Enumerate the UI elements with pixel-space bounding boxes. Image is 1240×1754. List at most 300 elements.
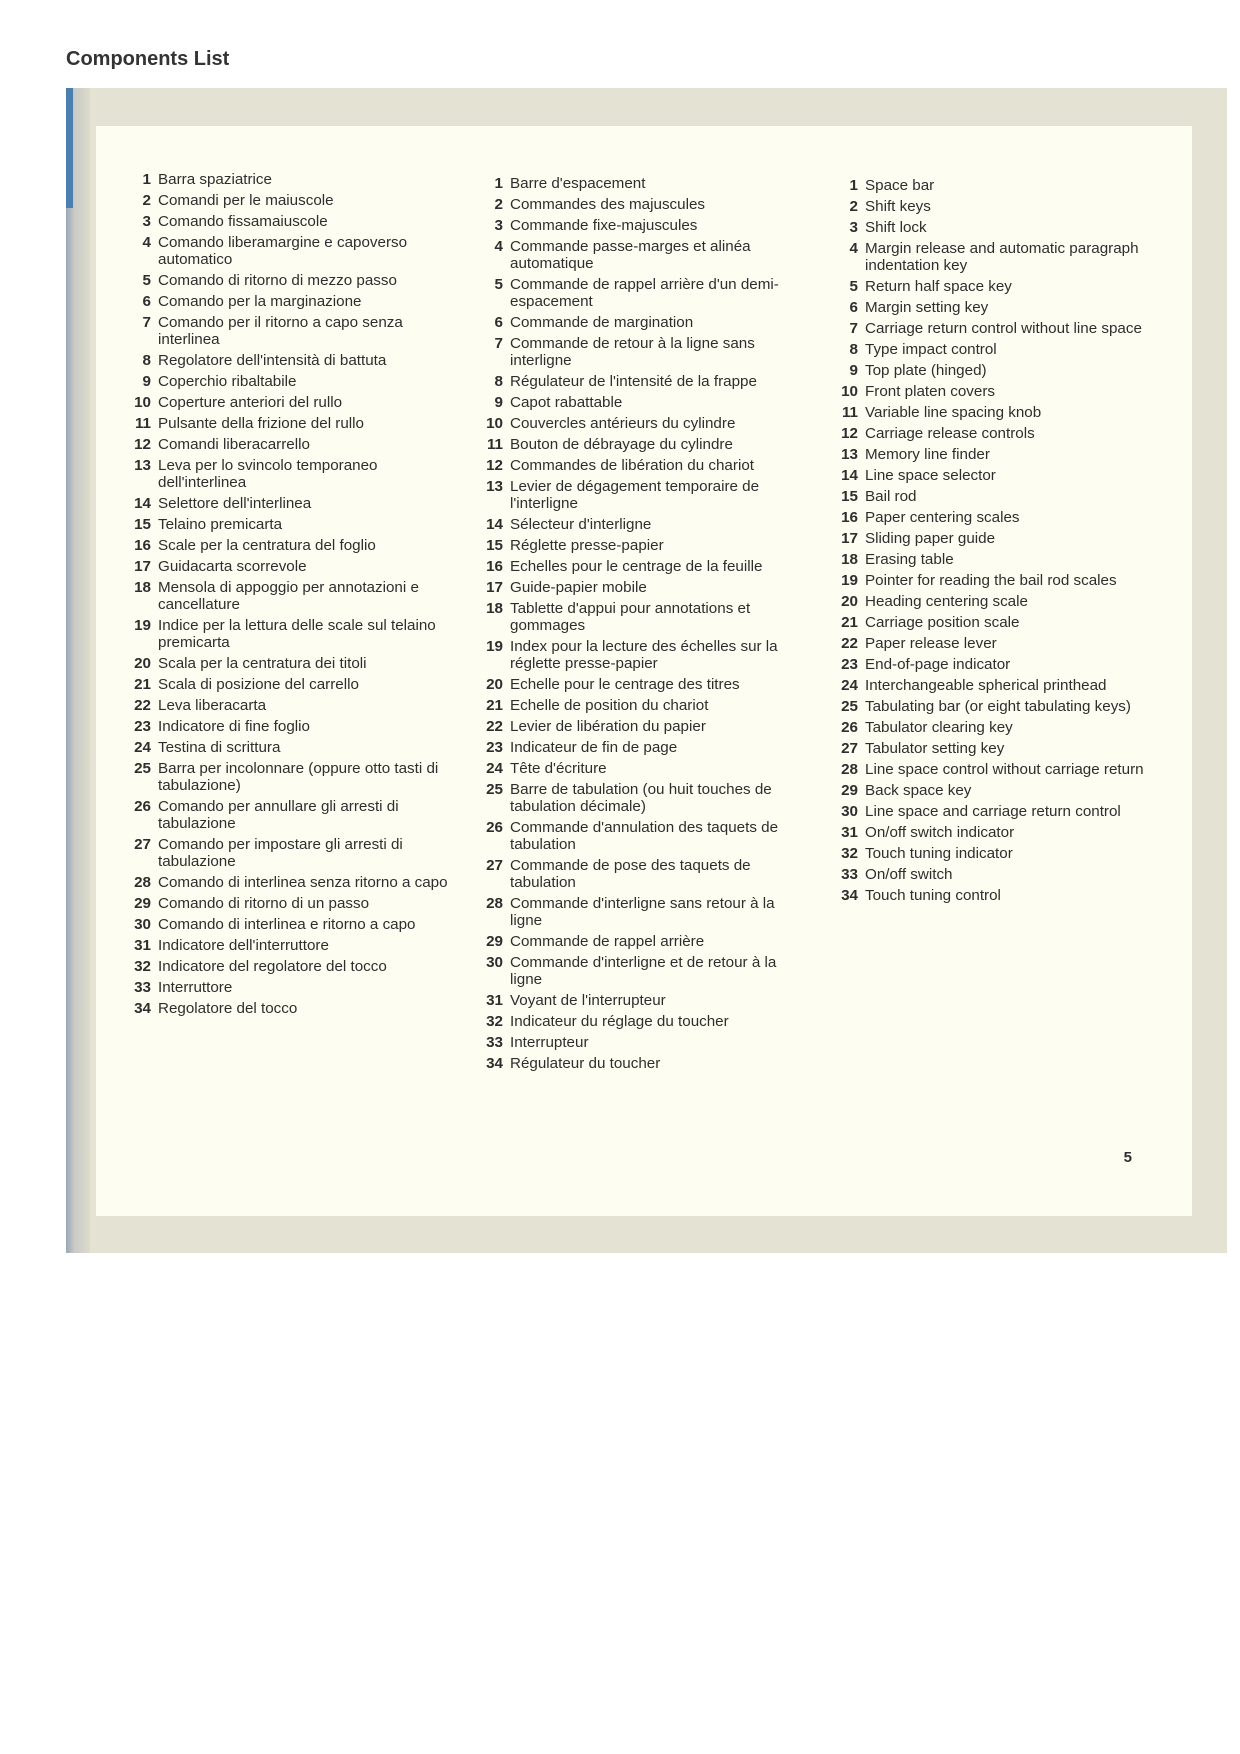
component-entry xyxy=(126,495,456,512)
component-entry xyxy=(478,1055,808,1072)
component-entry xyxy=(126,836,456,870)
component-entry xyxy=(833,887,1173,904)
english-components-list xyxy=(833,177,1173,908)
component-number: 3 xyxy=(849,219,858,236)
component-entry xyxy=(478,954,808,988)
component-label: Commande de margination xyxy=(510,314,694,331)
component-label: Commande de rappel arrière d'un demi-espacement xyxy=(510,276,779,310)
component-label: Commande de pose des taquets de tabulation xyxy=(510,857,751,891)
component-entry xyxy=(833,341,1173,358)
component-label: Barre de tabulation (ou huit touches de tabulation décimale) xyxy=(510,781,772,815)
component-label: Bouton de débrayage du cylindre xyxy=(510,436,733,453)
component-number: 18 xyxy=(134,579,151,596)
component-label: Tablette d'appui pour annotations et gommages xyxy=(510,600,751,634)
component-label: Index pour la lecture des échelles sur la réglette presse-papier xyxy=(510,638,778,672)
component-label: Type impact control xyxy=(865,341,997,358)
component-entry xyxy=(833,635,1173,652)
component-label: Commande d'interligne sans retour à la ligne xyxy=(510,895,775,929)
component-label: Barra spaziatrice xyxy=(158,171,272,188)
component-label: Sliding paper guide xyxy=(865,530,996,547)
component-number: 16 xyxy=(841,509,858,526)
component-label: Space bar xyxy=(865,177,935,194)
page-title: Components List xyxy=(66,48,230,70)
component-entry xyxy=(833,446,1173,463)
component-entry xyxy=(833,614,1173,631)
component-number: 4 xyxy=(142,234,151,251)
component-label: Indicatore dell'interruttore xyxy=(158,937,329,954)
component-entry xyxy=(478,516,808,533)
component-number: 16 xyxy=(134,537,151,554)
component-label: Réglette presse-papier xyxy=(510,537,664,554)
component-number: 31 xyxy=(486,992,503,1009)
component-number: 12 xyxy=(486,457,503,474)
component-entry xyxy=(833,656,1173,673)
component-label: Top plate (hinged) xyxy=(865,362,987,379)
component-number: 17 xyxy=(841,530,858,547)
component-label: Line space selector xyxy=(865,467,996,484)
component-label: Paper release lever xyxy=(865,635,997,652)
component-label: Commandes des majuscules xyxy=(510,196,705,213)
component-entry xyxy=(126,314,456,348)
component-number: 23 xyxy=(841,656,858,673)
component-number: 29 xyxy=(134,895,151,912)
component-entry xyxy=(833,467,1173,484)
component-number: 23 xyxy=(134,718,151,735)
component-entry xyxy=(478,739,808,756)
component-label: Tabulator clearing key xyxy=(865,719,1013,736)
component-entry xyxy=(833,551,1173,568)
component-entry xyxy=(833,530,1173,547)
component-entry xyxy=(126,718,456,735)
component-label: Commande passe-marges et alinéa automatique xyxy=(510,238,751,272)
component-number: 18 xyxy=(841,551,858,568)
component-label: Variable line spacing knob xyxy=(865,404,1042,421)
component-label: Capot rabattable xyxy=(510,394,623,411)
component-number: 21 xyxy=(486,697,503,714)
component-label: Carriage release controls xyxy=(865,425,1035,442)
component-label: End-of-page indicator xyxy=(865,656,1011,673)
component-entry xyxy=(126,798,456,832)
component-label: Scale per la centratura del foglio xyxy=(158,537,376,554)
component-entry xyxy=(478,1013,808,1030)
component-entry xyxy=(478,857,808,891)
component-number: 2 xyxy=(849,198,858,215)
component-number: 13 xyxy=(841,446,858,463)
component-number: 30 xyxy=(841,803,858,820)
component-label: Scala per la centratura dei titoli xyxy=(158,655,367,672)
component-number: 26 xyxy=(134,798,151,815)
component-label: Memory line finder xyxy=(865,446,990,463)
component-number: 13 xyxy=(486,478,503,495)
component-number: 6 xyxy=(494,314,503,331)
component-number: 33 xyxy=(486,1034,503,1051)
component-number: 13 xyxy=(134,457,151,474)
component-entry xyxy=(478,394,808,411)
component-number: 27 xyxy=(134,836,151,853)
component-number: 6 xyxy=(849,299,858,316)
component-label: Comando liberamargine e capoverso automatico xyxy=(158,234,408,268)
component-label: Paper centering scales xyxy=(865,509,1020,526)
component-label: Scala di posizione del carrello xyxy=(158,676,359,693)
page-number: 5 xyxy=(1123,1149,1132,1166)
component-number: 31 xyxy=(841,824,858,841)
italian-components-list xyxy=(126,171,456,1021)
component-entry xyxy=(126,436,456,453)
component-number: 20 xyxy=(841,593,858,610)
component-number: 12 xyxy=(134,436,151,453)
component-entry xyxy=(126,895,456,912)
component-entry xyxy=(833,845,1173,862)
component-number: 29 xyxy=(486,933,503,950)
component-label: Commandes de libération du chariot xyxy=(510,457,754,474)
component-entry xyxy=(833,404,1173,421)
component-number: 5 xyxy=(142,272,151,289)
component-entry xyxy=(833,719,1173,736)
component-entry xyxy=(478,558,808,575)
component-number: 7 xyxy=(494,335,503,352)
component-entry xyxy=(126,958,456,975)
component-number: 19 xyxy=(486,638,503,655)
component-label: Bail rod xyxy=(865,488,917,505)
component-number: 4 xyxy=(849,240,858,257)
component-entry xyxy=(833,740,1173,757)
component-number: 1 xyxy=(494,175,503,192)
component-entry xyxy=(126,272,456,289)
component-label: Tabulating bar (or eight tabulating keys) xyxy=(865,698,1131,715)
component-number: 5 xyxy=(849,278,858,295)
component-entry xyxy=(833,593,1173,610)
component-label: Interruttore xyxy=(158,979,233,996)
component-entry xyxy=(126,213,456,230)
component-entry xyxy=(833,761,1173,778)
component-label: Comando per il ritorno a capo senza interlinea xyxy=(158,314,403,348)
component-entry xyxy=(126,457,456,491)
component-label: Comandi per le maiuscole xyxy=(158,192,334,209)
component-label: Régulateur de l'intensité de la frappe xyxy=(510,373,757,390)
component-entry xyxy=(478,436,808,453)
component-entry xyxy=(126,697,456,714)
component-number: 22 xyxy=(841,635,858,652)
component-entry xyxy=(126,192,456,209)
component-label: Comando per la marginazione xyxy=(158,293,362,310)
component-label: Shift keys xyxy=(865,198,931,215)
component-label: Echelle pour le centrage des titres xyxy=(510,676,740,693)
component-entry xyxy=(478,457,808,474)
component-entry xyxy=(833,425,1173,442)
component-number: 15 xyxy=(486,537,503,554)
component-label: Return half space key xyxy=(865,278,1012,295)
component-entry xyxy=(833,278,1173,295)
component-number: 8 xyxy=(142,352,151,369)
component-label: Margin setting key xyxy=(865,299,989,316)
component-number: 7 xyxy=(142,314,151,331)
component-label: Leva liberacarta xyxy=(158,697,267,714)
component-label: Regolatore del tocco xyxy=(158,1000,298,1017)
component-label: Voyant de l'interrupteur xyxy=(510,992,666,1009)
component-entry xyxy=(126,916,456,933)
component-number: 7 xyxy=(849,320,858,337)
component-entry xyxy=(833,177,1173,194)
component-number: 19 xyxy=(134,617,151,634)
component-number: 17 xyxy=(134,558,151,575)
scanned-page xyxy=(66,88,1227,1253)
component-number: 24 xyxy=(134,739,151,756)
component-number: 20 xyxy=(134,655,151,672)
component-number: 20 xyxy=(486,676,503,693)
component-label: Carriage position scale xyxy=(865,614,1020,631)
component-number: 26 xyxy=(486,819,503,836)
component-entry xyxy=(478,1034,808,1051)
component-number: 10 xyxy=(486,415,503,432)
component-entry xyxy=(833,488,1173,505)
component-number: 5 xyxy=(494,276,503,293)
component-entry xyxy=(478,196,808,213)
component-label: Coperchio ribaltabile xyxy=(158,373,297,390)
component-number: 22 xyxy=(486,718,503,735)
component-label: Heading centering scale xyxy=(865,593,1028,610)
component-entry xyxy=(833,782,1173,799)
component-entry xyxy=(478,335,808,369)
component-number: 33 xyxy=(134,979,151,996)
component-entry xyxy=(833,677,1173,694)
component-number: 3 xyxy=(142,213,151,230)
component-number: 4 xyxy=(494,238,503,255)
component-label: Comando per annullare gli arresti di tabulazione xyxy=(158,798,399,832)
component-entry xyxy=(126,373,456,390)
component-entry xyxy=(126,760,456,794)
component-number: 25 xyxy=(841,698,858,715)
component-number: 8 xyxy=(494,373,503,390)
component-entry xyxy=(478,992,808,1009)
component-entry xyxy=(126,1000,456,1017)
component-entry xyxy=(126,394,456,411)
component-label: Carriage return control without line space xyxy=(865,320,1142,337)
component-entry xyxy=(478,819,808,853)
component-label: Telaino premicarta xyxy=(158,516,283,533)
component-number: 30 xyxy=(486,954,503,971)
component-label: Margin release and automatic paragraph indentation key xyxy=(865,240,1139,274)
component-entry xyxy=(126,739,456,756)
component-number: 14 xyxy=(134,495,151,512)
component-entry xyxy=(478,697,808,714)
component-number: 15 xyxy=(841,488,858,505)
component-number: 34 xyxy=(486,1055,503,1072)
component-number: 14 xyxy=(841,467,858,484)
component-number: 11 xyxy=(134,415,151,432)
component-number: 23 xyxy=(486,739,503,756)
component-label: Comando fissamaiuscole xyxy=(158,213,328,230)
component-label: On/off switch indicator xyxy=(865,824,1015,841)
component-entry xyxy=(478,638,808,672)
component-entry xyxy=(833,572,1173,589)
component-label: Line space and carriage return control xyxy=(865,803,1121,820)
component-label: Tabulator setting key xyxy=(865,740,1005,757)
component-label: Regolatore dell'intensità di battuta xyxy=(158,352,387,369)
component-label: Indicatore di fine foglio xyxy=(158,718,310,735)
component-label: Leva per lo svincolo temporaneo dell'interlinea xyxy=(158,457,378,491)
component-label: Front platen covers xyxy=(865,383,995,400)
component-entry xyxy=(833,803,1173,820)
component-label: Comando di interlinea senza ritorno a capo xyxy=(158,874,448,891)
component-entry xyxy=(833,198,1173,215)
component-number: 28 xyxy=(486,895,503,912)
component-label: Echelles pour le centrage de la feuille xyxy=(510,558,763,575)
component-label: Levier de libération du papier xyxy=(510,718,706,735)
component-number: 34 xyxy=(841,887,858,904)
component-entry xyxy=(126,979,456,996)
component-entry xyxy=(126,558,456,575)
component-number: 6 xyxy=(142,293,151,310)
component-number: 28 xyxy=(134,874,151,891)
component-entry xyxy=(833,240,1173,274)
component-label: Régulateur du toucher xyxy=(510,1055,661,1072)
component-entry xyxy=(126,676,456,693)
component-label: Guidacarta scorrevole xyxy=(158,558,307,575)
component-entry xyxy=(126,937,456,954)
component-entry xyxy=(833,383,1173,400)
component-entry xyxy=(833,320,1173,337)
component-number: 1 xyxy=(849,177,858,194)
component-label: Line space control without carriage return xyxy=(865,761,1144,778)
component-entry xyxy=(126,415,456,432)
component-entry xyxy=(478,579,808,596)
component-number: 32 xyxy=(486,1013,503,1030)
component-entry xyxy=(126,537,456,554)
component-entry xyxy=(478,718,808,735)
component-number: 22 xyxy=(134,697,151,714)
component-number: 33 xyxy=(841,866,858,883)
component-entry xyxy=(126,617,456,651)
component-label: Mensola di appoggio per annotazioni e cancellature xyxy=(158,579,419,613)
component-number: 29 xyxy=(841,782,858,799)
component-label: Indicateur de fin de page xyxy=(510,739,678,756)
component-number: 21 xyxy=(841,614,858,631)
component-entry xyxy=(126,352,456,369)
component-number: 12 xyxy=(841,425,858,442)
component-label: Echelle de position du chariot xyxy=(510,697,709,714)
french-components-list xyxy=(478,175,808,1076)
component-label: Barre d'espacement xyxy=(510,175,646,192)
component-entry xyxy=(833,299,1173,316)
component-number: 27 xyxy=(486,857,503,874)
component-entry xyxy=(833,866,1173,883)
component-label: Interrupteur xyxy=(510,1034,589,1051)
component-label: Comando per impostare gli arresti di tabulazione xyxy=(158,836,403,870)
binding-edge xyxy=(66,88,90,1253)
component-entry xyxy=(478,781,808,815)
component-entry xyxy=(478,676,808,693)
component-number: 10 xyxy=(134,394,151,411)
component-entry xyxy=(478,760,808,777)
component-label: Guide-papier mobile xyxy=(510,579,647,596)
component-entry xyxy=(478,314,808,331)
component-entry xyxy=(126,655,456,672)
component-label: Indice per la lettura delle scale sul telaino premicarta xyxy=(158,617,436,651)
component-label: Interchangeable spherical printhead xyxy=(865,677,1107,694)
component-number: 24 xyxy=(841,677,858,694)
component-entry xyxy=(478,415,808,432)
component-number: 11 xyxy=(841,404,858,421)
component-label: Comando di ritorno di un passo xyxy=(158,895,370,912)
component-number: 28 xyxy=(841,761,858,778)
component-number: 34 xyxy=(134,1000,151,1017)
component-entry xyxy=(478,478,808,512)
component-label: Commande d'annulation des taquets de tabulation xyxy=(510,819,779,853)
component-number: 8 xyxy=(849,341,858,358)
component-label: Coperture anteriori del rullo xyxy=(158,394,343,411)
component-label: Tête d'écriture xyxy=(510,760,607,777)
component-number: 15 xyxy=(134,516,151,533)
component-number: 32 xyxy=(134,958,151,975)
component-number: 24 xyxy=(486,760,503,777)
component-entry xyxy=(126,293,456,310)
component-label: Touch tuning control xyxy=(865,887,1001,904)
component-entry xyxy=(833,698,1173,715)
component-label: Levier de dégagement temporaire de l'interligne xyxy=(510,478,760,512)
manual-sheet xyxy=(96,126,1192,1216)
component-number: 10 xyxy=(841,383,858,400)
component-number: 9 xyxy=(494,394,503,411)
component-label: Commande de rappel arrière xyxy=(510,933,705,950)
component-number: 9 xyxy=(142,373,151,390)
component-label: Comando di ritorno di mezzo passo xyxy=(158,272,397,289)
component-number: 1 xyxy=(142,171,151,188)
component-label: Commande de retour à la ligne sans interligne xyxy=(510,335,755,369)
component-entry xyxy=(833,824,1173,841)
component-label: Pointer for reading the bail rod scales xyxy=(865,572,1117,589)
component-label: Selettore dell'interlinea xyxy=(158,495,312,512)
component-label: Touch tuning indicator xyxy=(865,845,1013,862)
component-number: 14 xyxy=(486,516,503,533)
component-label: Comandi liberacarrello xyxy=(158,436,310,453)
component-entry xyxy=(126,874,456,891)
component-number: 31 xyxy=(134,937,151,954)
component-entry xyxy=(833,362,1173,379)
component-number: 11 xyxy=(486,436,503,453)
component-entry xyxy=(478,600,808,634)
component-number: 18 xyxy=(486,600,503,617)
component-entry xyxy=(478,175,808,192)
component-entry xyxy=(478,238,808,272)
component-label: Barra per incolonnare (oppure otto tasti di tabulazione) xyxy=(158,760,439,794)
component-entry xyxy=(478,537,808,554)
component-entry xyxy=(478,373,808,390)
component-label: Indicateur du réglage du toucher xyxy=(510,1013,729,1030)
component-label: Shift lock xyxy=(865,219,927,236)
component-number: 32 xyxy=(841,845,858,862)
component-entry xyxy=(478,933,808,950)
component-number: 30 xyxy=(134,916,151,933)
component-number: 16 xyxy=(486,558,503,575)
component-number: 9 xyxy=(849,362,858,379)
component-label: Indicatore del regolatore del tocco xyxy=(158,958,387,975)
component-entry xyxy=(478,895,808,929)
component-entry xyxy=(478,217,808,234)
component-label: Back space key xyxy=(865,782,972,799)
component-label: Erasing table xyxy=(865,551,954,568)
component-number: 3 xyxy=(494,217,503,234)
component-number: 19 xyxy=(841,572,858,589)
component-number: 26 xyxy=(841,719,858,736)
component-entry xyxy=(126,234,456,268)
component-number: 21 xyxy=(134,676,151,693)
component-number: 2 xyxy=(494,196,503,213)
component-label: Sélecteur d'interligne xyxy=(510,516,652,533)
component-entry xyxy=(833,219,1173,236)
component-label: On/off switch xyxy=(865,866,953,883)
component-entry xyxy=(126,516,456,533)
component-number: 27 xyxy=(841,740,858,757)
